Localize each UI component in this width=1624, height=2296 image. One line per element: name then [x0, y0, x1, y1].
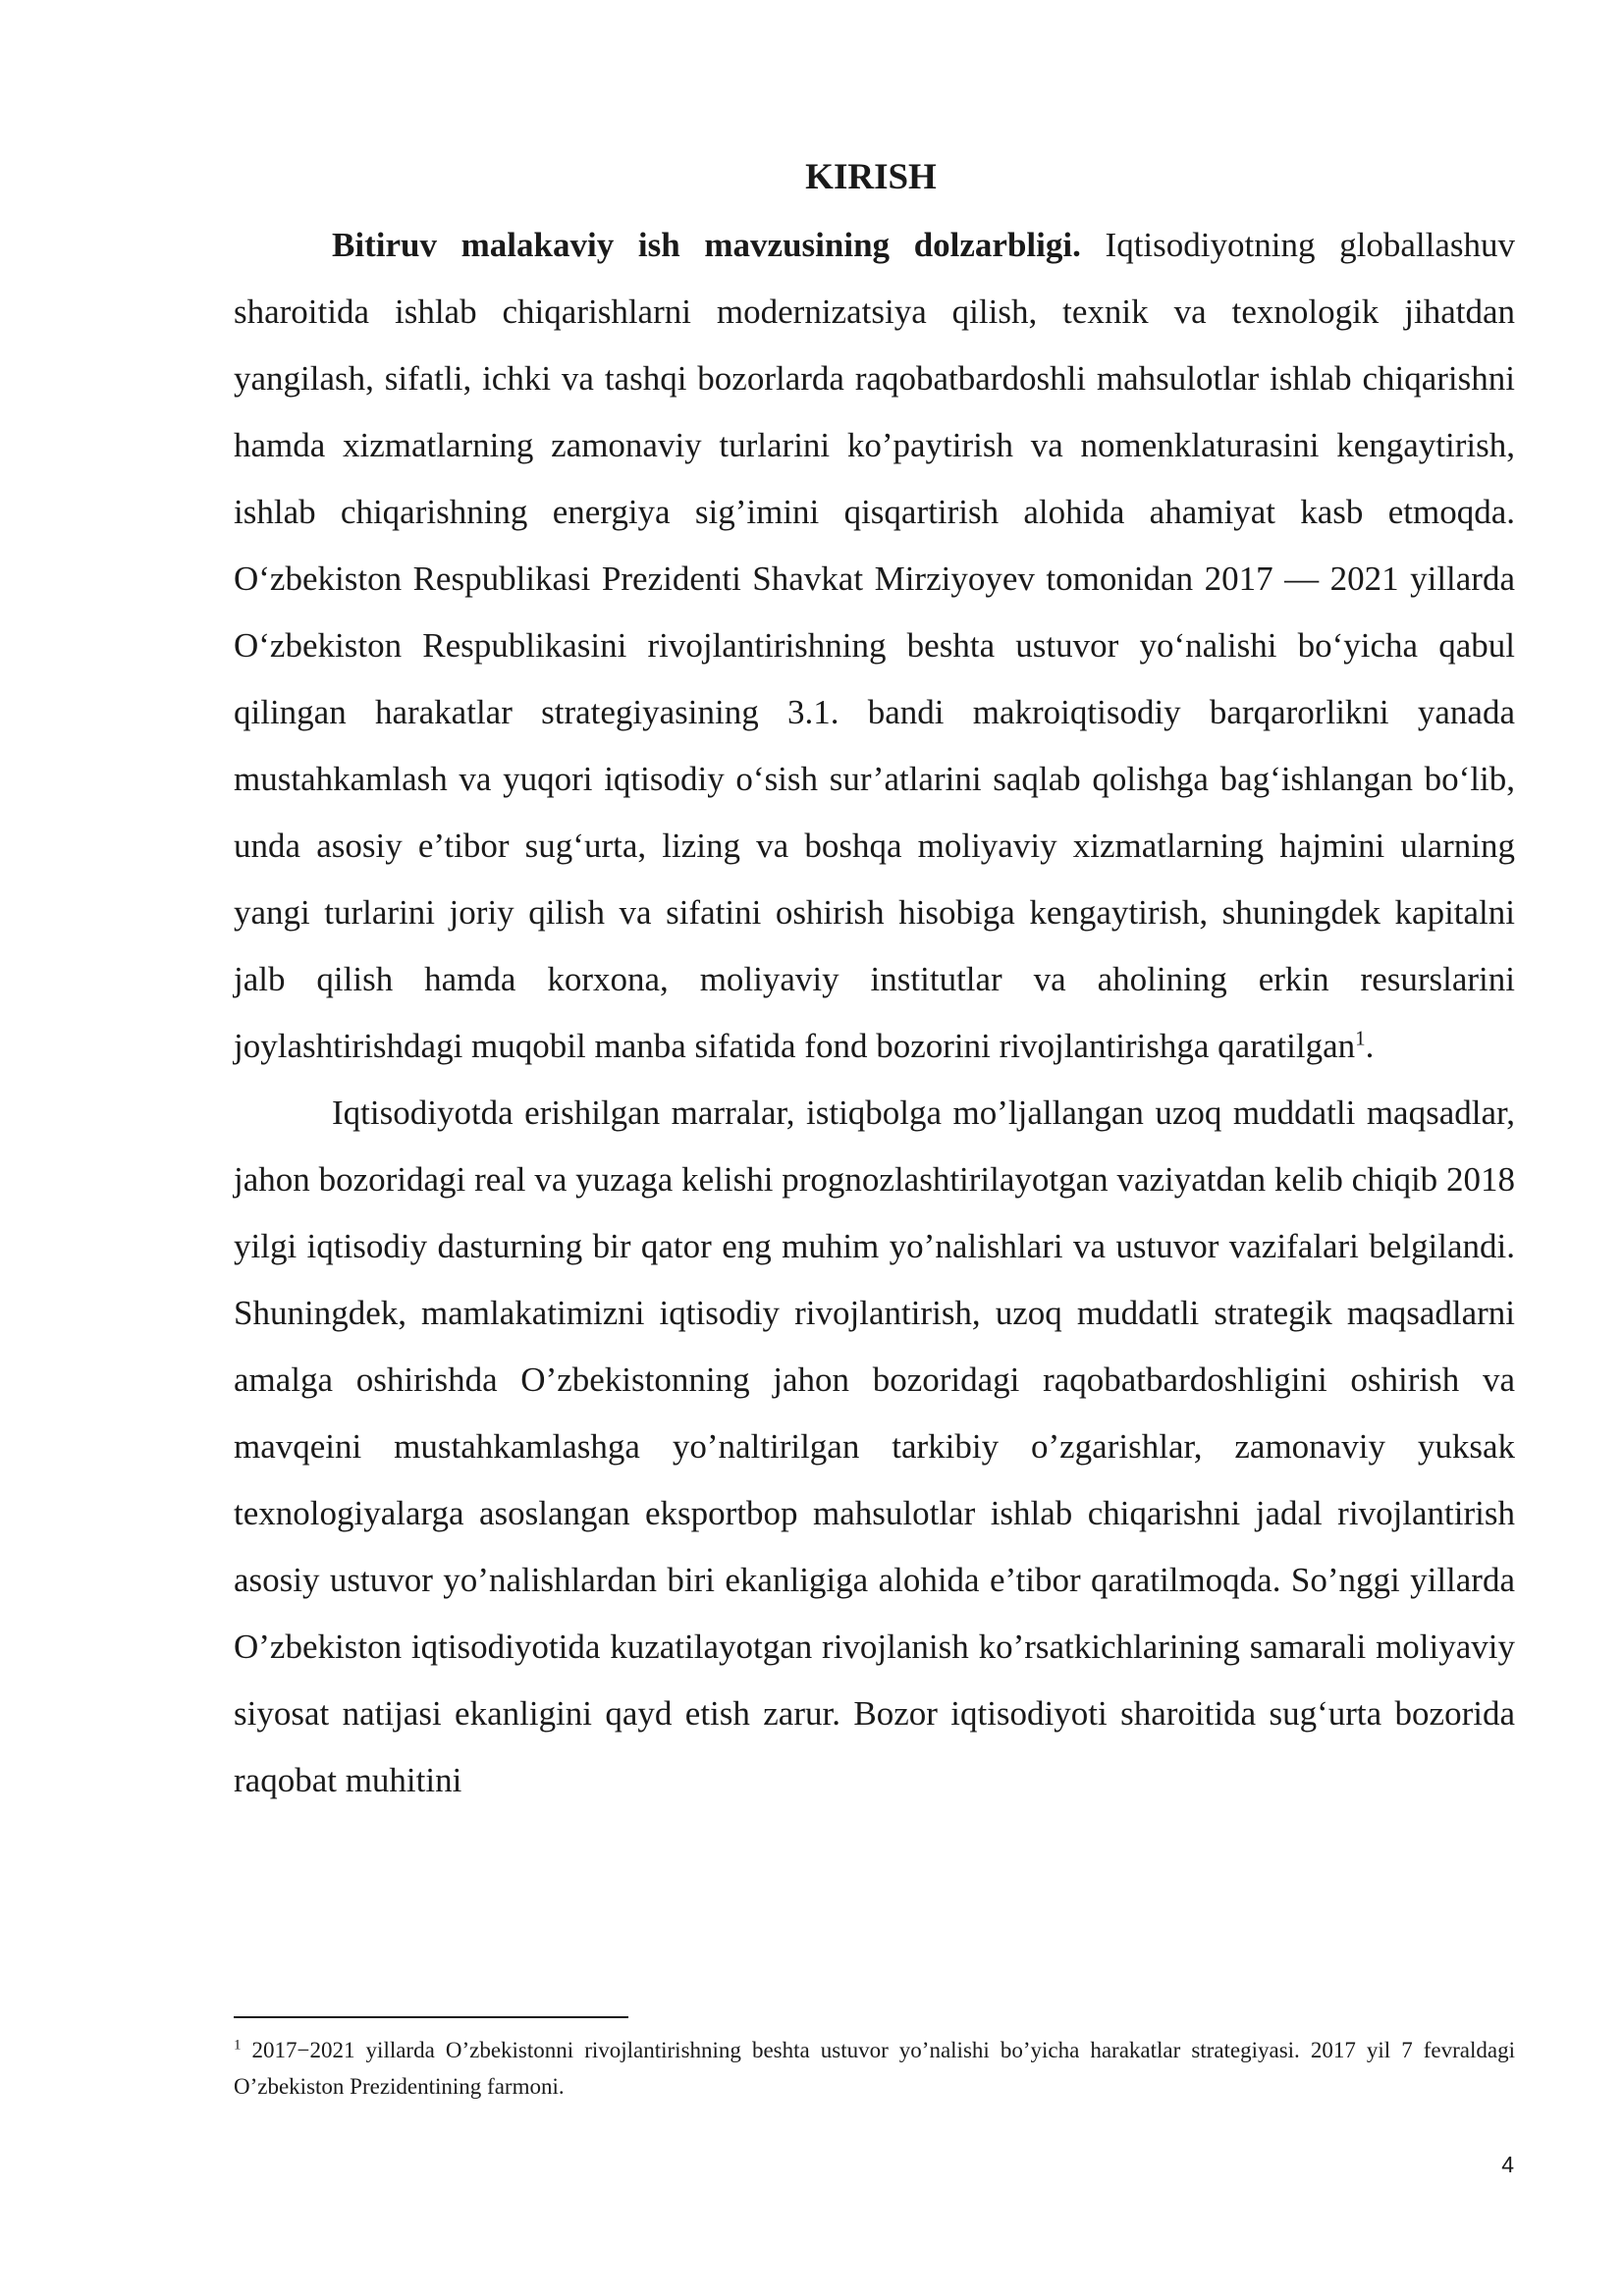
section-heading: Bitiruv malakaviy ish mavzusining dolzarbligi.	[332, 226, 1081, 264]
page-number: 4	[1501, 2152, 1514, 2177]
footnote-number: 1	[234, 2037, 242, 2054]
paragraph-2: Iqtisodiyotda erishilgan marralar, istiqbolga mo’ljallangan uzoq muddatli maqsadlar, jahon bozoridagi real va yuzaga kelishi prognozlashtirilayotgan vaziyatdan kelib chiqib 2018 yilgi iqtisodiy dasturning bir qator eng muhim yo’nalishlari va ustuvor vazifalari belgilandi. Shuningdek, mamlakatimizni iqtisodiy rivojlantirish, uzoq muddatli strategik maqsadlarni amalga oshirishda O’zbekistonning jahon bozoridagi raqobatbardoshligini oshirish va mavqeini mustahkamlashga yo’naltirilgan tarkibiy o’zgarishlar, zamonaviy yuksak texnologiyalarga asoslangan eksportbop mahsulotlar ishlab chiqarishni jadal rivojlantirish asosiy ustuvor yo’nalishlardan biri ekanligiga alohida e’tibor qaratilmoqda. So’nggi yillarda O’zbekiston iqtisodiyotida kuzatilayotgan rivojlanish ko’rsatkichlarining samarali moliyaviy siyosat natijasi ekanligini qayd etish zarur. Bozor iqtisodiyoti sharoitida sug‘urta bozorida raqobat muhitini	[234, 1094, 1515, 1799]
footnote	[234, 2032, 1515, 2105]
paragraph-1	[234, 212, 1515, 1080]
body-text	[234, 212, 1515, 1814]
paragraph-1-text: Iqtisodiyotning globallashuv sharoitida ishlab chiqarishlarni modernizatsiya qilish, texnik va texnologik jihatdan yangilash, sifatli, ichki va tashqi bozorlarda raqobatbardoshli mahsulotlar ishlab chiqarishni hamda xizmatlarning zamonaviy turlarini ko’paytirish va nomenklaturasini kengaytirish, ishlab chiqarishning energiya sig’imini qisqartirish alohida ahamiyat kasb etmoqda. O‘zbekiston Respublikasi Prezidenti Shavkat Mirziyoyev tomonidan 2017 — 2021 yillarda O‘zbekiston Respublikasini rivojlantirishning beshta ustuvor yo‘nalishi bo‘yicha qabul qilingan harakatlar strategiyasining 3.1. bandi makroiqtisodiy barqarorlikni yanada mustahkamlash va yuqori iqtisodiy o‘sish sur’atlarini saqlab qolishga bag‘ishlangan bo‘lib, unda asosiy e’tibor sug‘urta, lizing va boshqa moliyaviy xizmatlarning hajmini ularning yangi turlarini joriy qilish va sifatini oshirish hisobiga kengaytirish, shuningdek kapitalni jalb qilish hamda korxona, moliyaviy institutlar va aholining erkin resurslarini joylashtirishdagi muqobil manba sifatida fond bozorini rivojlantirishga qaratilgan	[234, 226, 1515, 1065]
footnote-separator	[234, 2016, 628, 2018]
paragraph-1-end: .	[1365, 1027, 1375, 1065]
footnote-text: 2017−2021 yillarda O’zbekistonni rivojlantirishning beshta ustuvor yo’nalishi bo’yicha harakatlar strategiyasi. 2017 yil 7 fevraldagi O’zbekiston Prezidentining farmoni.	[234, 2038, 1515, 2099]
page-title: KIRISH	[805, 157, 937, 197]
footnote-ref: 1	[1355, 1026, 1366, 1050]
